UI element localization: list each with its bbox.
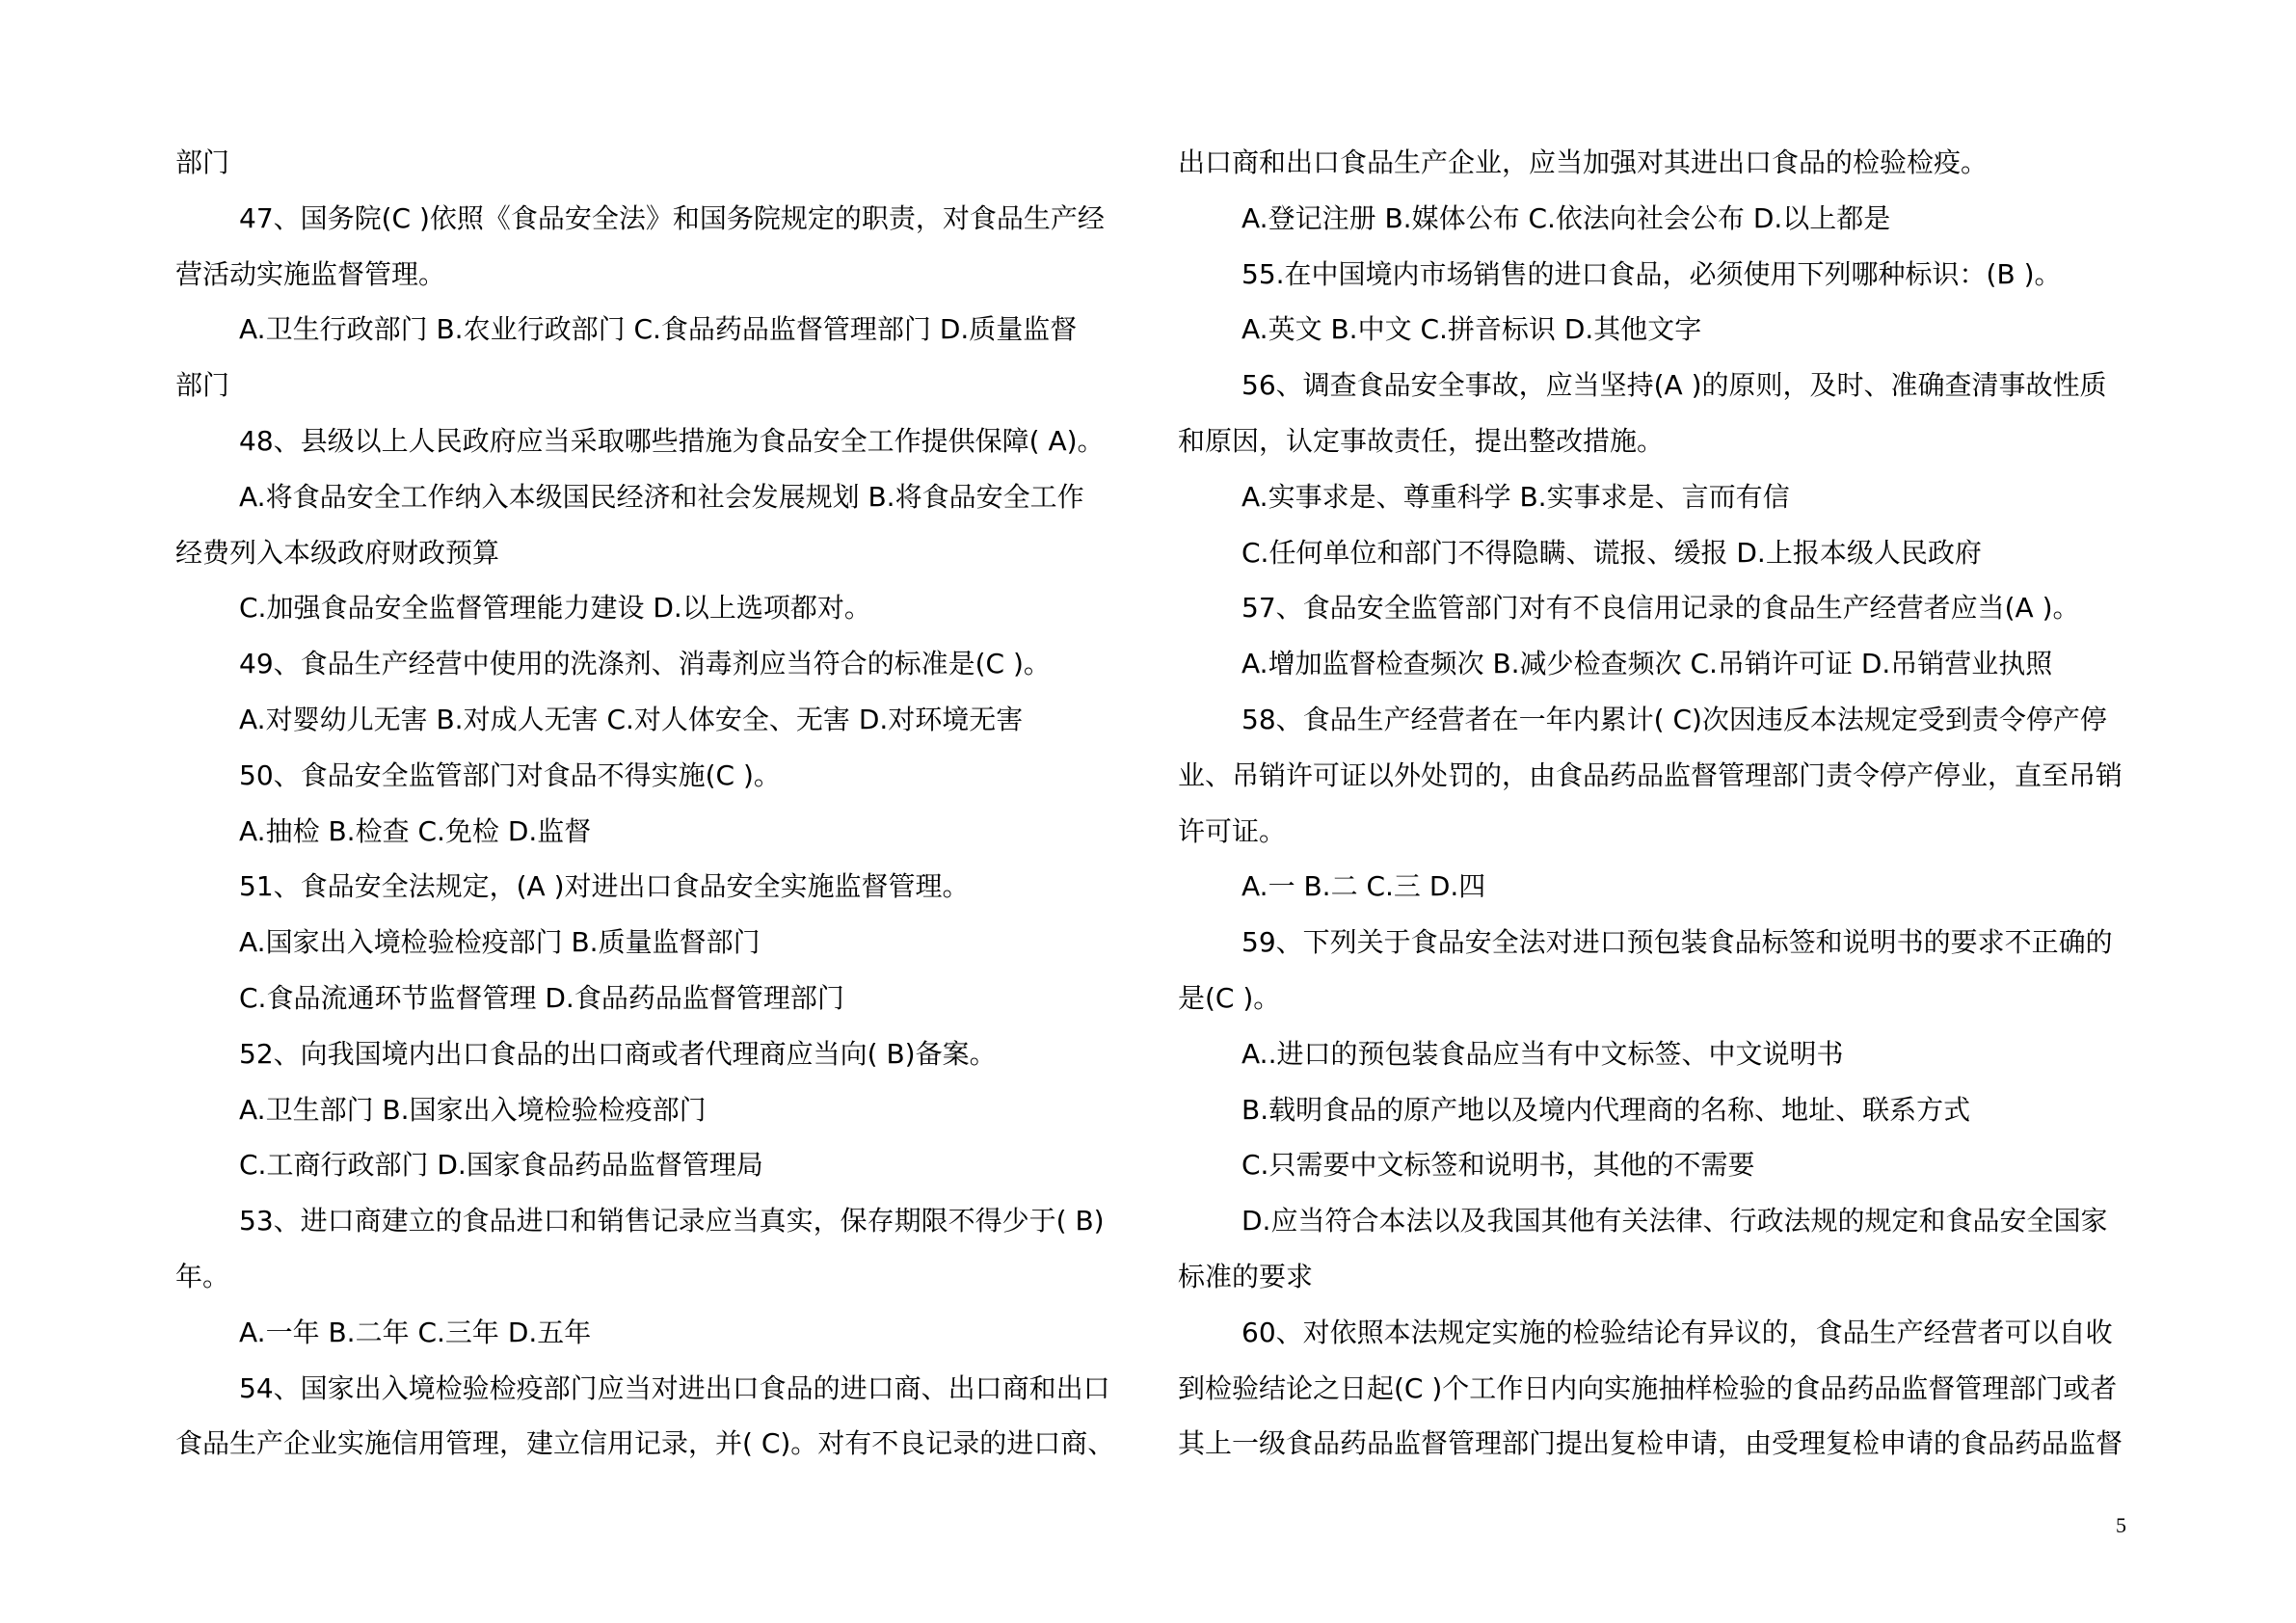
left-text-column (175, 135, 1135, 1472)
text-line: 到检验结论之日起(C )个工作日内向实施抽样检验的食品药品监督管理部门或者 (1178, 1371, 2118, 1404)
question-53-options: A.一年 B.二年 C.三年 D.五年 (239, 1316, 592, 1348)
question-59-options: B.载明食品的原产地以及境内代理商的名称、地址、联系方式 (1241, 1093, 1971, 1126)
question-51: 51、食品安全法规定，(A )对进出口食品安全实施监督管理。 (239, 870, 970, 903)
question-59-options: D.应当符合本法以及我国其他有关法律、行政法规的规定和食品安全国家 (1241, 1205, 2108, 1237)
question-49: 49、食品生产经营中使用的洗涤剂、消毒剂应当符合的标准是(C )。 (239, 648, 1051, 680)
text-line: 标准的要求 (1178, 1260, 1314, 1292)
text-line: 其上一级食品药品监督管理部门提出复检申请，由受理复检申请的食品药品监督 (1178, 1427, 2123, 1460)
question-52: 52、向我国境内出口食品的出口商或者代理商应当向( B)备案。 (239, 1037, 997, 1070)
question-59-options: A..进口的预包装食品应当有中文标签、中文说明书 (1241, 1037, 1844, 1070)
question-60: 60、对依照本法规定实施的检验结论有异议的，食品生产经营者可以自收 (1241, 1316, 2113, 1348)
question-58: 58、食品生产经营者在一年内累计( C)次因违反本法规定受到责令停产停 (1241, 703, 2107, 735)
text-line: 出口商和出口食品生产企业，应当加强对其进出口食品的检验检疫。 (1178, 146, 1989, 178)
question-55: 55.在中国境内市场销售的进口食品，必须使用下列哪种标识：(B )。 (1241, 257, 2062, 290)
question-56-options: A.实事求是、尊重科学 B.实事求是、言而有信 (1241, 480, 1790, 513)
question-52-options: A.卫生部门 B.国家出入境检验检疫部门 (239, 1093, 707, 1126)
question-56: 56、调查食品安全事故，应当坚持(A )的原则，及时、准确查清事故性质 (1241, 369, 2107, 402)
text-line: 经费列入本级政府财政预算 (175, 536, 500, 569)
text-line: 部门 (175, 369, 230, 402)
question-57-options: A.增加监督检查频次 B.减少检查频次 C.吊销许可证 D.吊销营业执照 (1241, 648, 2053, 680)
text-line: 许可证。 (1178, 814, 1287, 847)
question-49-options: A.对婴幼儿无害 B.对成人无害 C.对人体安全、无害 D.对环境无害 (239, 703, 1024, 735)
question-59: 59、下列关于食品安全法对进口预包装食品标签和说明书的要求不正确的 (1241, 926, 2113, 959)
question-48-options: C.加强食品安全监督管理能力建设 D.以上选项都对。 (239, 592, 871, 625)
question-47-options: A.卫生行政部门 B.农业行政部门 C.食品药品监督管理部门 D.质量监督 (239, 313, 1078, 346)
question-51-options: A.国家出入境检验检疫部门 B.质量监督部门 (239, 926, 761, 959)
text-line: 年。 (175, 1260, 230, 1292)
question-58-options: A.一 B.二 C.三 D.四 (1241, 870, 1486, 903)
question-48-options: A.将食品安全工作纳入本级国民经济和社会发展规划 B.将食品安全工作 (239, 480, 1084, 513)
question-50: 50、食品安全监管部门对食品不得实施(C )。 (239, 758, 781, 791)
question-54: 54、国家出入境检验检疫部门应当对进出口食品的进口商、出口商和出口 (239, 1371, 1110, 1404)
text-line: 业、吊销许可证以外处罚的，由食品药品监督管理部门责令停产停业，直至吊销 (1178, 758, 2123, 791)
question-52-options: C.工商行政部门 D.国家食品药品监督管理局 (239, 1149, 763, 1182)
question-57: 57、食品安全监管部门对有不良信用记录的食品生产经营者应当(A )。 (1241, 592, 2080, 625)
question-54-options: A.登记注册 B.媒体公布 C.依法向社会公布 D.以上都是 (1241, 201, 1891, 234)
question-50-options: A.抽检 B.检查 C.免检 D.监督 (239, 814, 592, 847)
question-56-options: C.任何单位和部门不得隐瞒、谎报、缓报 D.上报本级人民政府 (1241, 536, 1982, 569)
page-number: 5 (2116, 1513, 2126, 1537)
text-line: 部门 (175, 146, 230, 178)
text-line: 是(C )。 (1178, 981, 1281, 1014)
question-55-options: A.英文 B.中文 C.拼音标识 D.其他文字 (1241, 313, 1702, 346)
question-59-options: C.只需要中文标签和说明书，其他的不需要 (1241, 1149, 1755, 1182)
right-text-column (1178, 135, 2137, 1472)
question-48: 48、县级以上人民政府应当采取哪些措施为食品安全工作提供保障( A)。 (239, 424, 1105, 457)
text-line: 食品生产企业实施信用管理，建立信用记录，并( C)。对有不良记录的进口商、 (175, 1427, 1115, 1460)
question-47: 47、国务院(C )依照《食品安全法》和国务院规定的职责，对食品生产经 (239, 201, 1105, 234)
text-line: 和原因，认定事故责任，提出整改措施。 (1178, 424, 1665, 457)
text-line: 营活动实施监督管理。 (175, 257, 446, 290)
question-53: 53、进口商建立的食品进口和销售记录应当真实，保存期限不得少于( B) (239, 1205, 1105, 1237)
question-51-options: C.食品流通环节监督管理 D.食品药品监督管理部门 (239, 981, 844, 1014)
